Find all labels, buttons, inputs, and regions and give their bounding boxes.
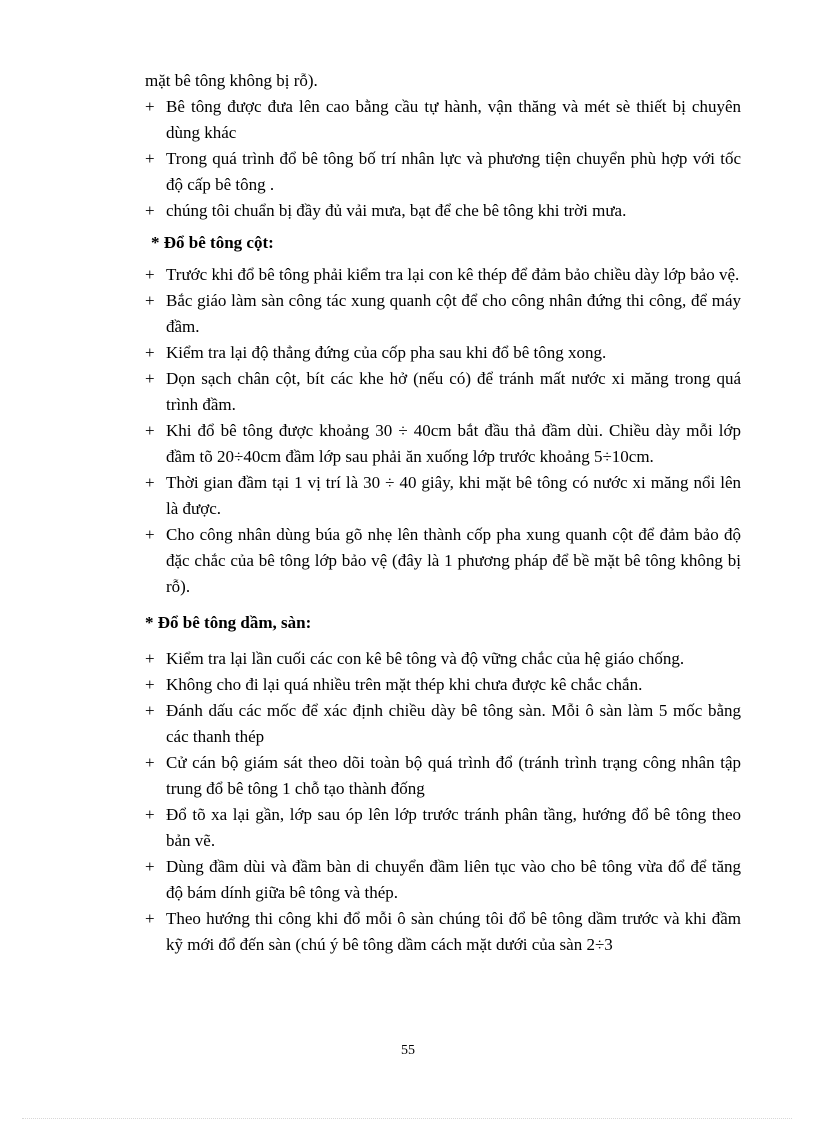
bullet-plus-icon: + <box>145 421 155 440</box>
list-item <box>145 470 741 522</box>
section-columns-list <box>145 262 741 600</box>
list-item-text: Thời gian đầm tại 1 vị trí là 30 ÷ 40 giây, khi mặt bê tông có nước xi măng nổi lên là được. <box>166 473 741 518</box>
list-item <box>145 94 741 146</box>
list-item <box>145 288 741 340</box>
list-item <box>145 698 741 750</box>
page-content <box>145 68 741 958</box>
bullet-plus-icon: + <box>145 649 155 668</box>
list-item <box>145 854 741 906</box>
list-item-text: Kiểm tra lại độ thẳng đứng của cốp pha sau khi đổ bê tông xong. <box>166 343 607 362</box>
list-item <box>145 198 741 224</box>
list-item-text: Khi đổ bê tông được khoảng 30 ÷ 40cm bắt đầu thả đầm dùi. Chiều dày mỗi lớp đầm tõ 20÷40cm đầm lớp sau phải ăn xuống lớp trước khoảng 5÷10cm. <box>166 421 741 466</box>
list-item-text: Trong quá trình đổ bê tông bố trí nhân lực và phương tiện chuyển phù hợp với tốc độ cấp bê tông . <box>166 149 741 194</box>
bullet-plus-icon: + <box>145 857 155 876</box>
list-item-text: chúng tôi chuẩn bị đầy đủ vải mưa, bạt để che bê tông khi trời mưa. <box>166 201 627 220</box>
heading-columns: * Đổ bê tông cột: <box>151 233 274 252</box>
list-item-text: Bê tông được đưa lên cao bằng cầu tự hành, vận thăng và mét sè thiết bị chuyên dùng khác <box>166 97 741 142</box>
list-item <box>145 906 741 958</box>
bullet-plus-icon: + <box>145 149 155 168</box>
list-item-text: Dọn sạch chân cột, bít các khe hở (nếu có) để tránh mất nước xi măng trong quá trình đầm. <box>166 369 741 414</box>
list-item <box>145 750 741 802</box>
list-item-text: Cho công nhân dùng búa gõ nhẹ lên thành cốp pha xung quanh cột để đảm bảo độ đặc chắc của bê tông lớp bảo vệ (đây là 1 phương pháp để bề mặt bê tông không bị rỗ). <box>166 525 741 596</box>
list-item-text: Bắc giáo làm sàn công tác xung quanh cột để cho công nhân đứng thi công, để máy đầm. <box>166 291 741 336</box>
list-item <box>145 672 741 698</box>
list-item <box>145 522 741 600</box>
bullet-plus-icon: + <box>145 343 155 362</box>
heading-beams: * Đổ bê tông dầm, sàn: <box>145 613 312 632</box>
bullet-plus-icon: + <box>145 909 155 928</box>
list-item-text: Trước khi đổ bê tông phải kiểm tra lại con kê thép để đảm bảo chiều dày lớp bảo vệ. <box>166 265 740 284</box>
continued-line: mặt bê tông không bị rỗ). <box>145 71 318 90</box>
list-item <box>145 262 741 288</box>
list-item <box>145 646 741 672</box>
page-number: 55 <box>401 1043 415 1058</box>
list-item-text: Không cho đi lại quá nhiều trên mặt thép khi chưa được kê chắc chắn. <box>166 675 643 694</box>
list-item <box>145 418 741 470</box>
bullet-plus-icon: + <box>145 265 155 284</box>
bullet-plus-icon: + <box>145 201 155 220</box>
list-item-text: Kiểm tra lại lần cuối các con kê bê tông và độ vững chắc của hệ giáo chống. <box>166 649 685 668</box>
bullet-plus-icon: + <box>145 525 155 544</box>
bullet-plus-icon: + <box>145 97 155 116</box>
list-item-text: Dùng đầm dùi và đầm bàn di chuyển đầm liên tục vào cho bê tông vừa đổ để tăng độ bám dính giữa bê tông và thép. <box>166 857 741 902</box>
list-item <box>145 340 741 366</box>
list-item <box>145 802 741 854</box>
list-item-text: Đánh dấu các mốc để xác định chiều dày bê tông sàn. Mỗi ô sàn làm 5 mốc bằng các thanh thép <box>166 701 741 746</box>
bullet-plus-icon: + <box>145 473 155 492</box>
page-bottom-divider <box>22 1118 792 1119</box>
list-item <box>145 366 741 418</box>
list-item-text: Đổ tõ xa lại gần, lớp sau óp lên lớp trước tránh phân tầng, hướng đổ bê tông theo bản vẽ. <box>166 805 741 850</box>
section-beams-list <box>145 646 741 958</box>
section-intro-list <box>145 94 741 224</box>
bullet-plus-icon: + <box>145 701 155 720</box>
list-item-text: Cử cán bộ giám sát theo dõi toàn bộ quá trình đổ (tránh trình trạng công nhân tập trung đổ bê tông 1 chỗ tạo thành đống <box>166 753 741 798</box>
list-item <box>145 146 741 198</box>
bullet-plus-icon: + <box>145 805 155 824</box>
bullet-plus-icon: + <box>145 369 155 388</box>
bullet-plus-icon: + <box>145 675 155 694</box>
bullet-plus-icon: + <box>145 753 155 772</box>
bullet-plus-icon: + <box>145 291 155 310</box>
list-item-text: Theo hướng thi công khi đổ mỗi ô sàn chúng tôi đổ bê tông dầm trước và khi đầm kỹ mới đổ đến sàn (chú ý bê tông dầm cách mặt dưới của sàn 2÷3 <box>166 909 741 954</box>
